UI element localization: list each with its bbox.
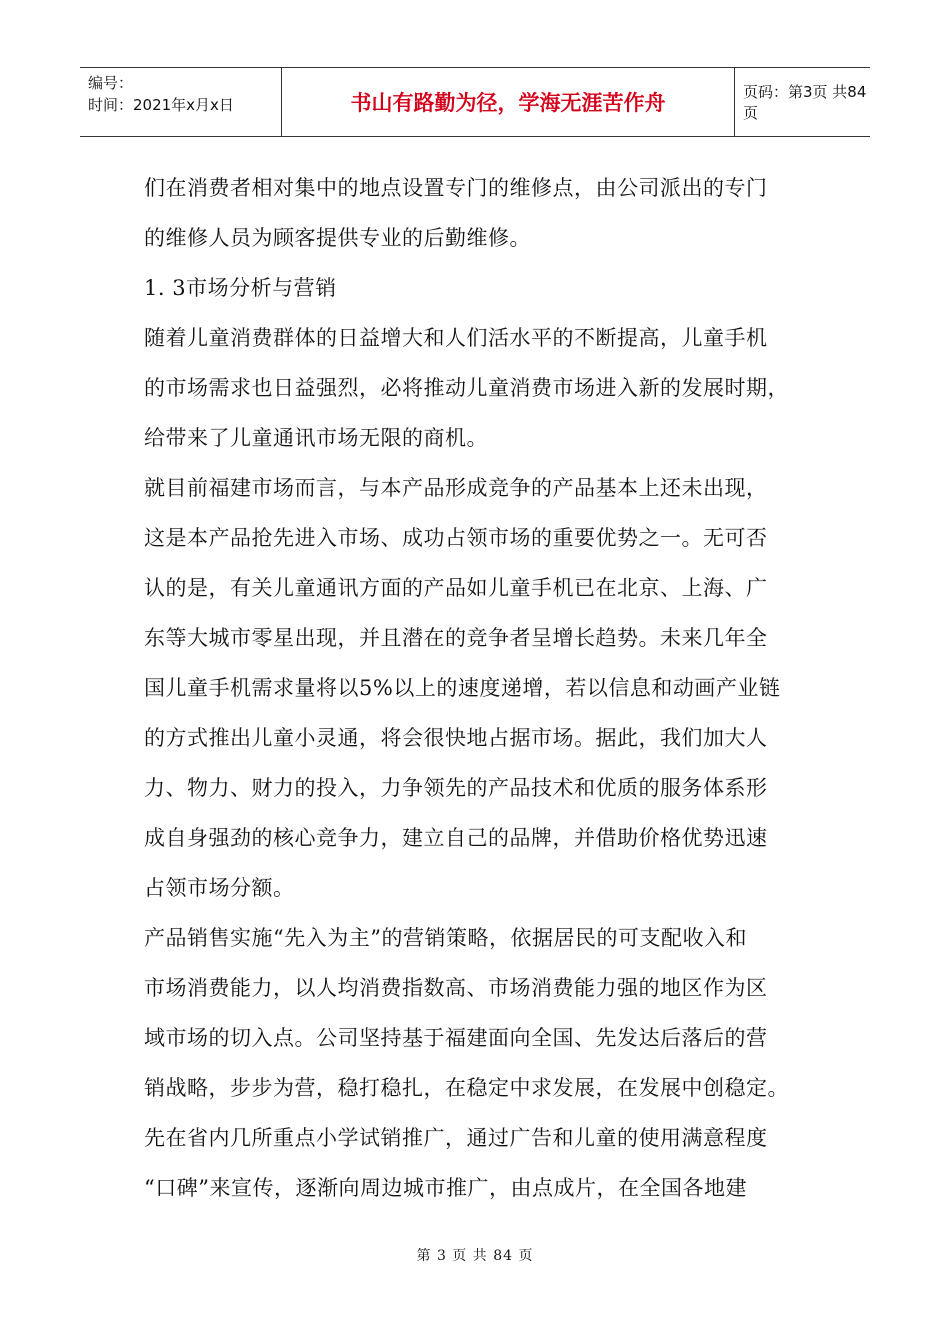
body-line: 国儿童手机需求量将以5%以上的速度递增，若以信息和动画产业链 — [144, 676, 781, 700]
body-line: 产品销售实施“先入为主”的营销策略，依据居民的可支配收入和 — [144, 926, 747, 950]
body-line: 的方式推出儿童小灵通，将会很快地占据市场。据此，我们加大人 — [144, 726, 768, 750]
doc-time: 时间：2021年x月x日 — [88, 96, 234, 114]
section-heading: 1. 3市场分析与营销 — [144, 276, 337, 300]
header-page-info: 页码：第3页 共84页 — [743, 83, 867, 122]
body-line: 认的是，有关儿童通讯方面的产品如儿童手机已在北京、上海、广 — [144, 576, 768, 600]
body-line: 市场消费能力，以人均消费指数高、市场消费能力强的地区作为区 — [144, 976, 768, 1000]
header-meta-cell — [80, 68, 282, 136]
header-motto: 书山有路勤为径，学海无涯苦作舟 — [282, 68, 735, 136]
body-line: 这是本产品抢先进入市场、成功占领市场的重要优势之一。无可否 — [144, 526, 768, 550]
body-line: 随着儿童消费群体的日益增大和人们活水平的不断提高，儿童手机 — [144, 326, 768, 350]
body-line: 成自身强劲的核心竞争力，建立自己的品牌，并借助价格优势迅速 — [144, 826, 768, 850]
body-line: 占领市场分额。 — [144, 876, 295, 900]
body-line: 就目前福建市场而言，与本产品形成竞争的产品基本上还未出现， — [144, 476, 768, 500]
body-line: 给带来了儿童通讯市场无限的商机。 — [144, 426, 488, 450]
doc-number-label: 编号： — [88, 74, 134, 92]
body-line: 东等大城市零星出现，并且潜在的竞争者呈增长趋势。未来几年全 — [144, 626, 768, 650]
body-line: “口碑”来宣传，逐渐向周边城市推广，由点成片，在全国各地建 — [144, 1176, 747, 1200]
body-line: 的维修人员为顾客提供专业的后勤维修。 — [144, 226, 531, 250]
body-line: 的市场需求也日益强烈，必将推动儿童消费市场进入新的发展时期， — [144, 376, 789, 400]
page-header — [80, 67, 870, 137]
body-line: 先在省内几所重点小学试销推广，通过广告和儿童的使用满意程度 — [144, 1126, 768, 1150]
page-footer: 第 3 页 共 84 页 — [416, 1248, 534, 1264]
body-line: 们在消费者相对集中的地点设置专门的维修点，由公司派出的专门 — [144, 176, 768, 200]
body-line: 域市场的切入点。公司坚持基于福建面向全国、先发达后落后的营 — [144, 1026, 768, 1050]
document-body — [144, 163, 814, 1213]
body-line: 销战略，步步为营，稳打稳扎，在稳定中求发展，在发展中创稳定。 — [144, 1076, 789, 1100]
body-line: 力、物力、财力的投入，力争领先的产品技术和优质的服务体系形 — [144, 776, 768, 800]
